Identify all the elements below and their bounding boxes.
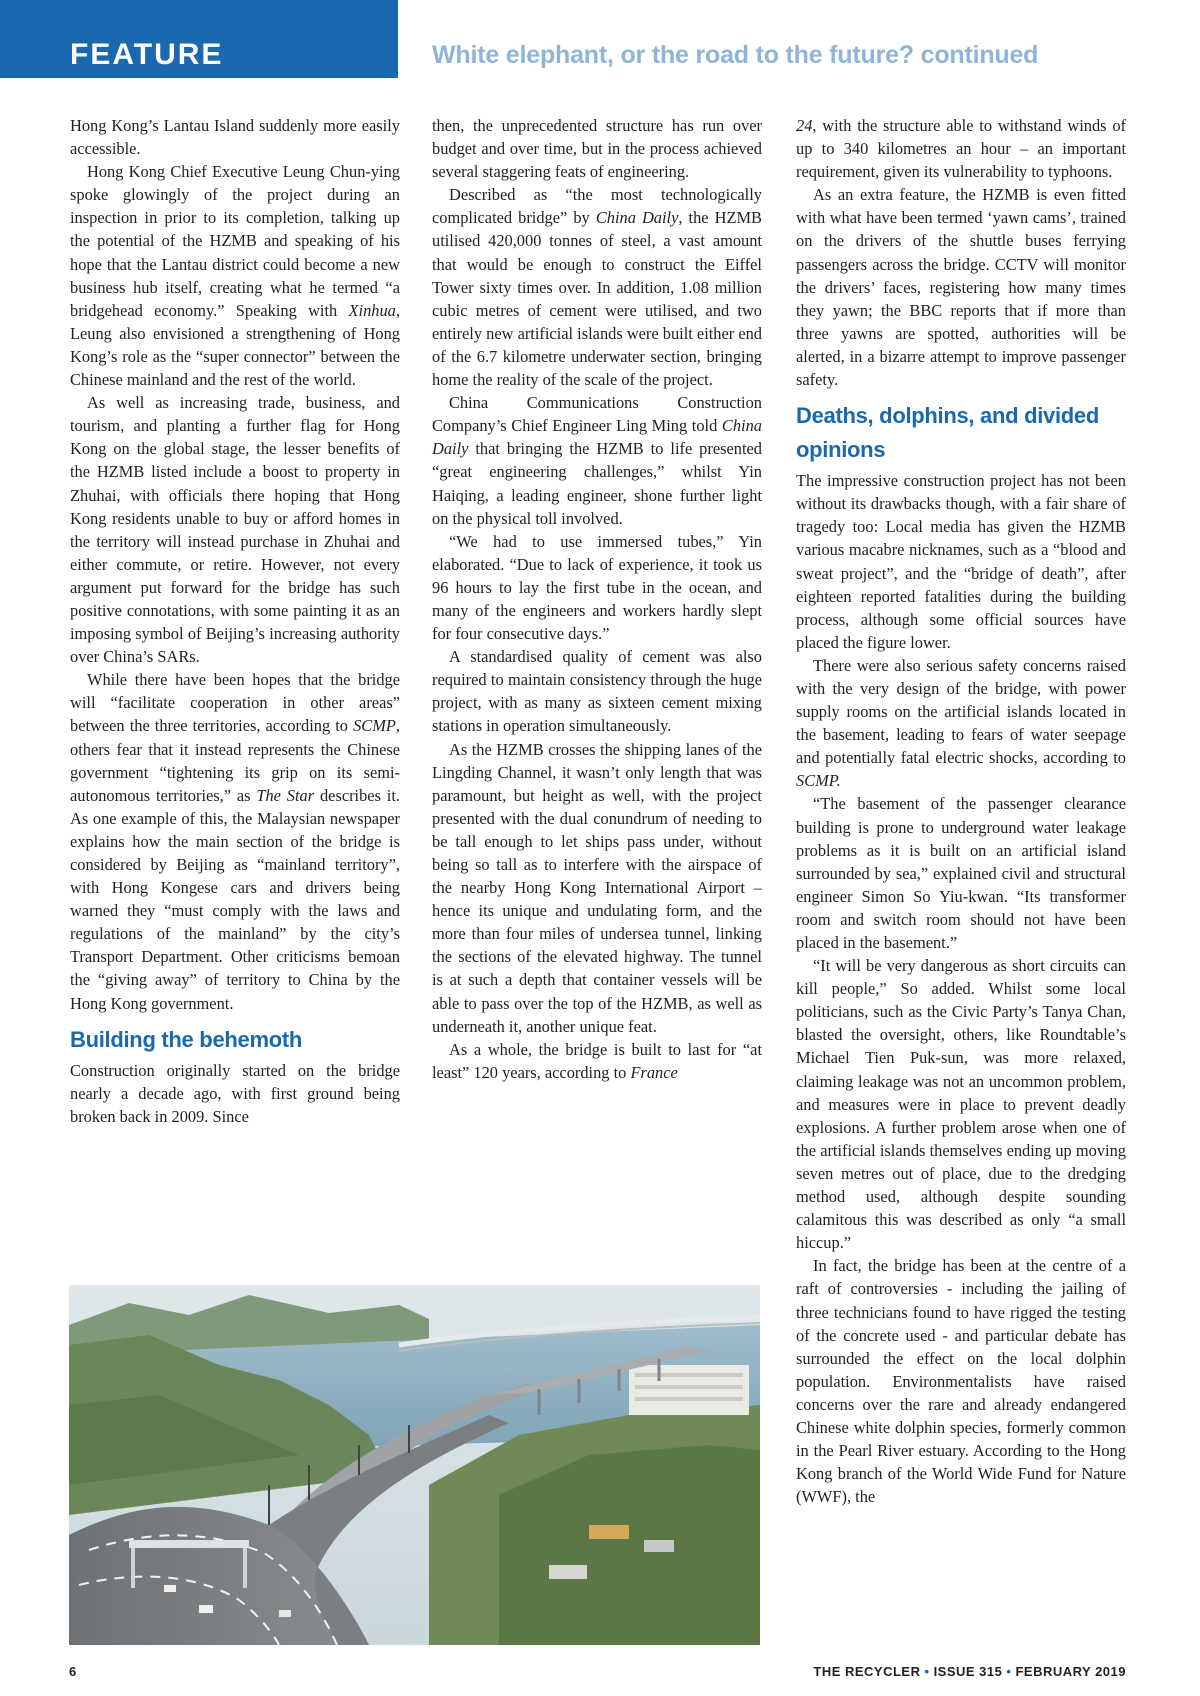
separator: • — [1006, 1664, 1012, 1679]
paragraph: As well as increasing trade, business, and tourism, and planting a further flag for Hong Kong on the global stage, the lesser benefits of the HZMB listed include a boost to property in Zhuhai, with officials there hoping that Hong Kong residents unable to buy or afford homes in the territory will instead purchase in Zhuhai and either commute, or retire. However, not every argument put forward for the bridge has such positive connotations, with some painting it as an imposing symbol of Beijing’s increasing authority over China’s SARs. — [70, 393, 400, 667]
subheading: Building the behemoth — [70, 1026, 303, 1052]
paragraph: There were also serious safety concerns raised with the very design of the bridge, with power supply rooms on the artificial islands located in the basement, leading to fears of water seepage and potentially fatal electric shocks, according to SCMP. — [796, 655, 1126, 791]
paragraph: China Communications Construction Company’s Chief Engineer Ling Ming told China Daily that bringing the HZMB to life presented “great engineering challenges,” whilst Yin Haiqing, a leading engineer, shone further light on the physical toll involved. — [432, 393, 762, 528]
separator: • — [924, 1664, 930, 1679]
paragraph: While there have been hopes that the bridge will “facilitate cooperation in other areas” between the three territories, according to SCMP, others fear that it instead represents the Chinese government “tightening its grip on its semi-autonomous territories,” as The Star describes it. As one example of this, the Malaysian newspaper explains how the main section of the bridge is considered by Beijing as “mainland territory”, with Hong Kongese cars and drivers being warned they “must comply with the laws and regulations of the mainland” by the city’s Transport Department. Other criticisms bemoan the “giving away” of territory to China by the Hong Kong government. — [70, 670, 400, 1013]
publication-name: THE RECYCLER — [813, 1664, 921, 1679]
paragraph: Hong Kong Chief Executive Leung Chun-ying spoke glowingly of the project during an inspection in prior to its completion, talking up the potential of the HZMB and speaking of his hope that the Lantau district could become a new business hub itself, creating what he termed “a bridgehead economy.” Speaking with Xinhua, Leung also envisioned a strengthening of Hong Kong’s role as the “super connector” between the Chinese mainland and the rest of the world. — [70, 162, 400, 390]
subheading: Deaths, dolphins, and divided opinions — [796, 403, 1099, 463]
bridge-photo — [69, 1285, 760, 1645]
issue-number: ISSUE 315 — [933, 1664, 1003, 1679]
section-label: FEATURE — [0, 0, 398, 78]
article-column-1 — [70, 114, 400, 1128]
article-column-3 — [796, 114, 1126, 1508]
paragraph: “We had to use immersed tubes,” Yin elaborated. “Due to lack of experience, it took us 96 hours to lay the first tube in the ocean, and many of the engineers and workers hardly slept for four consecutive days.” — [432, 531, 762, 644]
paragraph: A standardised quality of cement was also required to maintain consistency through the huge project, with as many as sixteen cement mixing stations in operation simultaneously. — [432, 647, 762, 736]
running-title: White elephant, or the road to the future? continued — [432, 41, 1039, 69]
paragraph: Described as “the most technologically complicated bridge” by China Daily, the HZMB utilised 420,000 tonnes of steel, a vast amount that would be enough to construct the Eiffel Tower sixty times over. In addition, 1.08 million cubic metres of cement were utilised, and two entirely new artificial islands were built either end of the 6.7 kilometre underwater section, bringing home the reality of the scale of the project. — [432, 185, 762, 390]
article-column-2 — [432, 114, 762, 1084]
paragraph: As a whole, the bridge is built to last for “at least” 120 years, according to France — [432, 1039, 762, 1082]
page-number: 6 — [69, 1664, 77, 1679]
paragraph: Hong Kong’s Lantau Island suddenly more easily accessible. — [70, 116, 400, 159]
publication-footer — [813, 1664, 1126, 1679]
paragraph: “It will be very dangerous as short circuits can kill people,” So added. Whilst some local politicians, such as the Civic Party’s Tanya Chan, blasted the oversight, others, like Roundtable’s Michael Tien Puk-sun, was more relaxed, claiming leakage was not an uncommon problem, and measures were in place to prevent deadly explosions. A further problem arose when one of the artificial islands themselves ending up moving seven metres out of place, due to the dredging method used, although despite sounding calamitous this was described as only “a small hiccup.” — [796, 956, 1126, 1253]
paragraph: As the HZMB crosses the shipping lanes of the Lingding Channel, it wasn’t only length that was paramount, but height as well, with the project presented with the dual conundrum of needing to be tall enough to let ships pass under, without being so tall as to interfere with the airspace of the nearby Hong Kong International Airport – hence its unique and undulating form, and the more than four miles of undersea tunnel, linking the sections of the elevated highway. The tunnel is at such a depth that container vessels will be able to pass over the top of the HZMB, as well as underneath it, another unique feat. — [432, 739, 762, 1036]
paragraph: then, the unprecedented structure has run over budget and over time, but in the process achieved several staggering feats of engineering. — [432, 116, 762, 182]
paragraph: In fact, the bridge has been at the centre of a raft of controversies - including the jailing of three technicians found to have rigged the testing of the concrete used - and particular debate has surrounded the effect on the local dolphin population. Environmentalists have raised concerns over the rare and already endangered Chinese white dolphin species, formerly common in the Pearl River estuary. According to the Hong Kong branch of the World Wide Fund for Nature (WWF), the — [796, 1256, 1126, 1507]
paragraph: 24, with the structure able to withstand winds of up to 340 kilometres an hour – an important requirement, given its vulnerability to typhoons. — [796, 116, 1126, 182]
issue-date: FEBRUARY 2019 — [1015, 1664, 1126, 1679]
paragraph: As an extra feature, the HZMB is even fitted with what have been termed ‘yawn cams’, trained on the drivers of the shuttle buses ferrying passengers across the bridge. CCTV will monitor the drivers’ faces, registering how many times they yawn; the BBC reports that if more than three yawns are spotted, authorities will be alerted, in a bizarre attempt to improve passenger safety. — [796, 185, 1126, 390]
paragraph: The impressive construction project has not been without its drawbacks though, with a fair share of tragedy too: Local media has given the HZMB various macabre nicknames, such as a “blood and sweat project”, and the “bridge of death”, after eighteen reported fatalities during the building process, although some official sources have placed the figure lower. — [796, 471, 1126, 652]
paragraph: “The basement of the passenger clearance building is prone to underground water leakage problems as it is built on an artificial island surrounded by sea,” explained civil and structural engineer Simon So Yiu-kwan. “Its transformer room and switch room should not have been placed in the basement.” — [796, 794, 1126, 952]
paragraph: Construction originally started on the bridge nearly a decade ago, with first ground being broken back in 2009. Since — [70, 1060, 400, 1126]
